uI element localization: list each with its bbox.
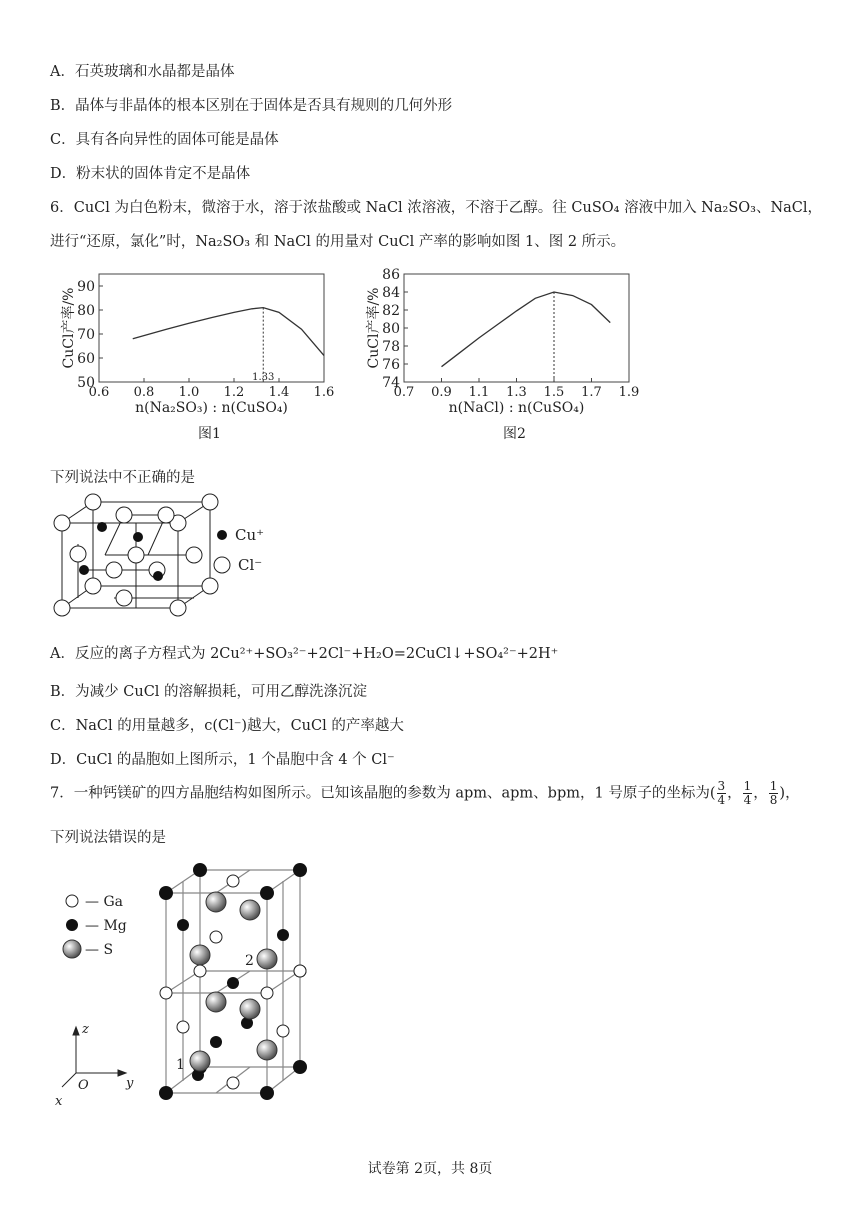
legend-mg: — Mg bbox=[85, 918, 127, 934]
x-tick-label: 1.0 bbox=[178, 385, 200, 400]
chart-frame bbox=[404, 274, 629, 382]
atom-label-1: 1 bbox=[176, 1057, 185, 1073]
q5-option-c: C．具有各向异性的固体可能是晶体 bbox=[50, 132, 279, 148]
y-tick-label: 78 bbox=[382, 339, 400, 355]
fraction-3-4: $\frac{3}{4}$ bbox=[717, 779, 726, 807]
x-tick-label: 0.7 bbox=[393, 385, 415, 400]
y-axis-label: CuCl产率/% bbox=[366, 287, 382, 369]
q6-option-b: B．为减少 CuCl 的溶解损耗，可用乙醇洗涤沉淀 bbox=[50, 684, 368, 700]
chart-title: 图2 bbox=[503, 426, 526, 442]
q6-option-a: A．反应的离子方程式为 2Cu²⁺+SO₃²⁻+2Cl⁻+H₂O=2CuCl↓+SO₄²⁻+2H⁺ bbox=[50, 646, 559, 662]
page-footer: 试卷第 2页，共 8页 bbox=[367, 1161, 493, 1177]
chart-2 bbox=[360, 268, 650, 448]
y-tick-label: 60 bbox=[77, 351, 95, 367]
y-tick-label: 84 bbox=[382, 285, 400, 301]
y-tick-label: 80 bbox=[77, 303, 95, 319]
axis-z: z bbox=[82, 1022, 89, 1037]
x-tick-label: 1.6 bbox=[313, 385, 335, 400]
tetragonal-cell-figure bbox=[40, 855, 340, 1115]
axis-x: x bbox=[55, 1094, 63, 1109]
q6-stem-line2: 进行“还原，氯化”时，Na₂SO₃ 和 NaCl 的用量对 CuCl 产率的影响如图 1、图 2 所示。 bbox=[50, 234, 626, 250]
chart-1 bbox=[55, 268, 345, 448]
y-tick-label: 76 bbox=[382, 357, 400, 373]
x-tick-label: 1.7 bbox=[581, 385, 602, 400]
x-tick-label: 1.3 bbox=[506, 385, 527, 400]
q5-option-b: B．晶体与非晶体的根本区别在于固体是否具有规则的几何外形 bbox=[50, 98, 453, 114]
y-tick-label: 74 bbox=[382, 375, 400, 391]
x-tick-label: 1.5 bbox=[543, 385, 565, 400]
q7-prompt: 下列说法错误的是 bbox=[50, 830, 166, 846]
q6-option-d: D．CuCl 的晶胞如上图所示，1 个晶胞中含 4 个 Cl⁻ bbox=[50, 752, 395, 768]
q7-stem-post: )， bbox=[779, 785, 800, 802]
legend-ga: — Ga bbox=[85, 894, 123, 910]
x-tick-label: 0.8 bbox=[133, 385, 155, 400]
legend-cl: Cl⁻ bbox=[238, 556, 263, 574]
x-tick-label: 0.6 bbox=[88, 385, 110, 400]
q7-stem-pre: 7．一种钙镁矿的四方晶胞结构如图所示。已知该晶胞的参数为 apm、apm、bpm，1 号原子的坐标为( bbox=[50, 785, 716, 802]
q5-option-d: D．粉末状的固体肯定不是晶体 bbox=[50, 166, 251, 182]
q5-option-a: A．石英玻璃和水晶都是晶体 bbox=[50, 64, 235, 80]
atom-label-2: 2 bbox=[245, 953, 254, 969]
y-tick-label: 90 bbox=[77, 279, 95, 295]
y-tick-label: 50 bbox=[77, 375, 95, 391]
peak-annotation: 1.33 bbox=[252, 372, 275, 383]
y-tick-label: 82 bbox=[382, 303, 400, 319]
cucl-unit-cell-figure bbox=[50, 488, 280, 628]
axis-y: y bbox=[126, 1076, 134, 1091]
y-axis-label: CuCl产率/% bbox=[61, 287, 77, 369]
q6-stem-line1: 6．CuCl 为白色粉末，微溶于水，溶于浓盐酸或 NaCl 浓溶液，不溶于乙醇。往 CuSO₄ 溶液中加入 Na₂SO₃、NaCl， bbox=[50, 200, 823, 216]
y-tick-label: 86 bbox=[382, 268, 400, 283]
q6-option-c: C．NaCl 的用量越多，c(Cl⁻)越大，CuCl 的产率越大 bbox=[50, 718, 404, 734]
x-axis-label: n(Na₂SO₃) : n(CuSO₄) bbox=[135, 400, 288, 416]
x-axis-label: n(NaCl) : n(CuSO₄) bbox=[448, 400, 585, 416]
chart-frame bbox=[99, 274, 324, 382]
series-line bbox=[133, 308, 324, 356]
axis-origin: O bbox=[78, 1078, 89, 1093]
x-tick-label: 1.9 bbox=[618, 385, 640, 400]
y-tick-label: 80 bbox=[382, 321, 400, 337]
y-tick-label: 70 bbox=[77, 327, 95, 343]
fraction-1-4: $\frac{1}{4}$ bbox=[743, 779, 752, 807]
chart-title: 图1 bbox=[198, 426, 221, 442]
x-tick-label: 0.9 bbox=[431, 385, 452, 400]
x-tick-label: 1.2 bbox=[223, 385, 245, 400]
series-line bbox=[442, 292, 611, 367]
x-tick-label: 1.4 bbox=[268, 385, 290, 400]
legend-cu: Cu⁺ bbox=[235, 526, 265, 544]
fraction-1-8: $\frac{1}{8}$ bbox=[769, 779, 778, 807]
q7-stem: 7．一种钙镁矿的四方晶胞结构如图所示。已知该晶胞的参数为 apm、apm、bpm，1 号原子的坐标为( $\frac{3}{4}$ ， $\frac{1}{4}$ ， $\frac{1}{8}$ )， bbox=[50, 779, 800, 807]
legend-s: — S bbox=[85, 942, 114, 958]
x-tick-label: 1.1 bbox=[468, 385, 490, 400]
q6-prompt: 下列说法中不正确的是 bbox=[50, 470, 195, 486]
